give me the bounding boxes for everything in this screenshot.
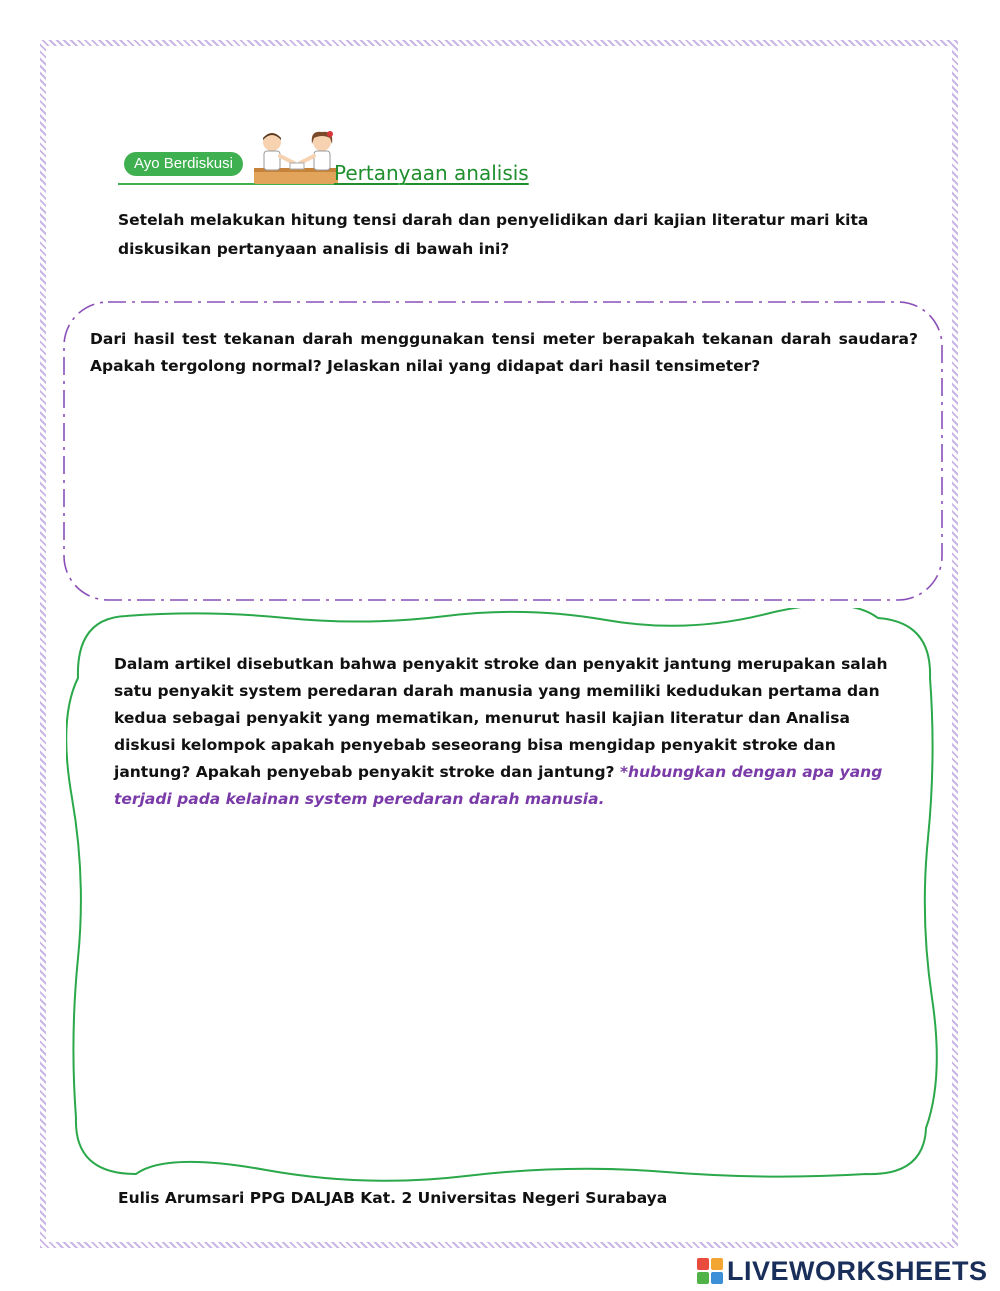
intro-text: Setelah melakukan hitung tensi darah dan penyelidikan dari kajian literatur mari kita diskusikan pertanyaan analisis di bawah ini? xyxy=(118,211,869,258)
discussion-badge: Ayo Berdiskusi xyxy=(124,152,243,176)
author-footer: Eulis Arumsari PPG DALJAB Kat. 2 Universitas Negeri Surabaya xyxy=(118,1189,668,1207)
section-title: Pertanyaan analisis xyxy=(334,161,529,185)
question1-text: Dari hasil test tekanan darah menggunakan tensi meter berapakah tekanan darah saudara? Apakah tergolong normal? Jelaskan nilai yang didapat dari hasil tensimeter? xyxy=(90,330,918,375)
liveworksheets-logo[interactable] xyxy=(697,1256,988,1286)
section-header xyxy=(118,128,548,190)
liveworksheets-wordmark: LIVEWORKSHEETS xyxy=(727,1255,988,1286)
question1-answer-field[interactable] xyxy=(90,392,916,582)
question2-main-text: Dalam artikel disebutkan bahwa penyakit stroke dan penyakit jantung merupakan salah satu penyakit system peredaran darah manusia yang memiliki kedudukan pertama dan kedua sebagai penyakit yang mematikan, menurut hasil kajian literatur dan Analisa diskusi kelompok apakah penyebab seseorang bisa mengidap penyakit stroke dan jantung? Apakah penyebab penyakit stroke dan jantung? xyxy=(114,655,888,781)
liveworksheets-icon xyxy=(697,1258,723,1284)
question2-text xyxy=(114,651,898,813)
question2-answer-field[interactable] xyxy=(108,830,908,1150)
question2-hint: *hubungkan dengan apa yang terjadi pada kelainan system peredaran darah manusia. xyxy=(114,763,883,808)
